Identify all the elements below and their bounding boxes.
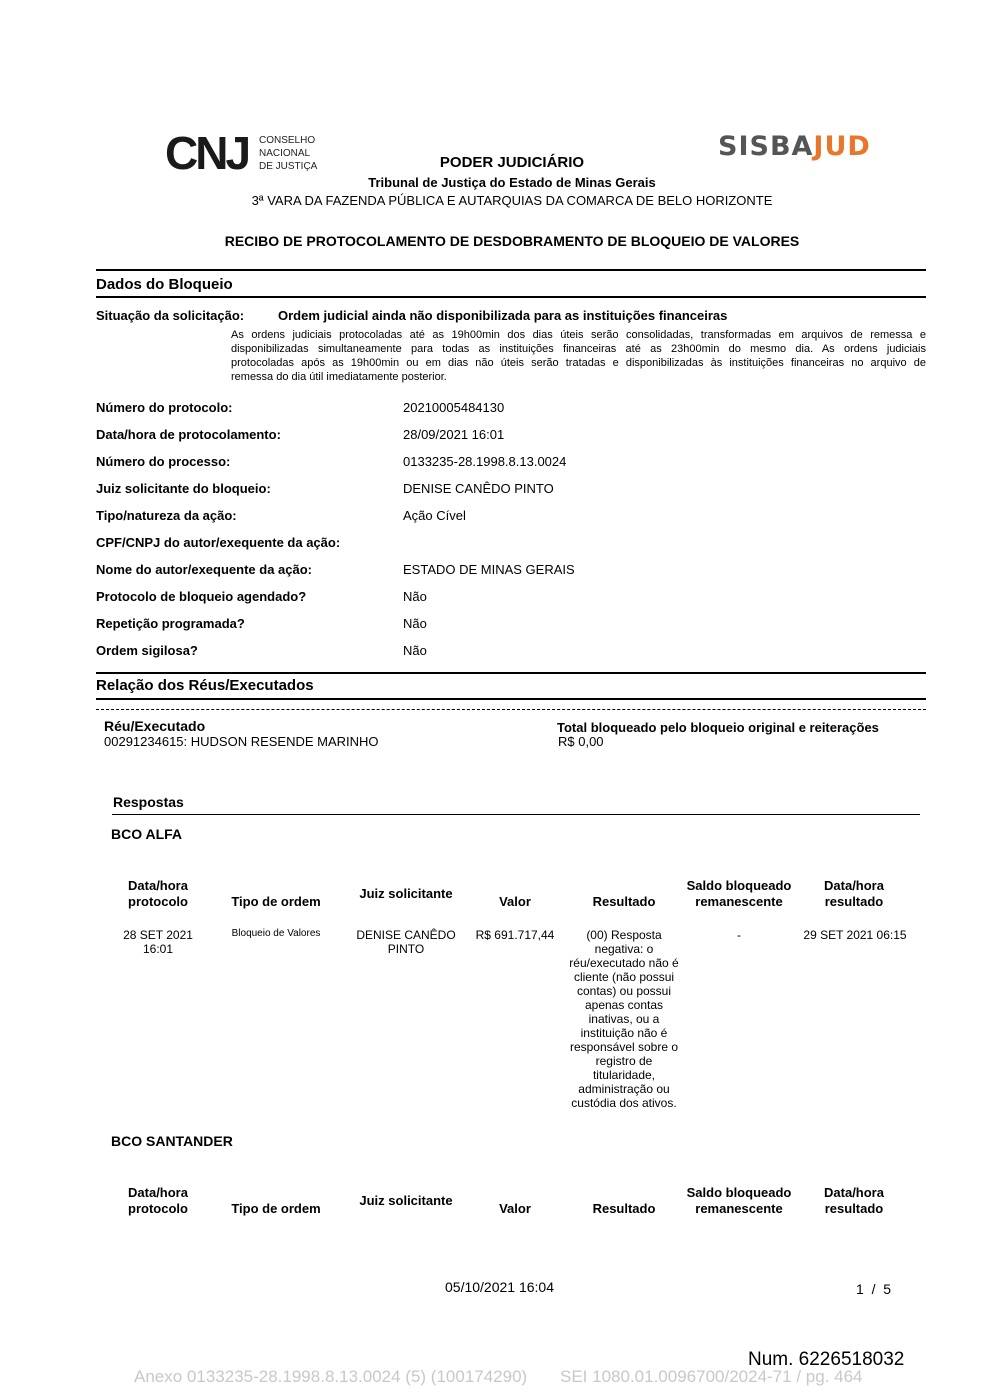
respostas-title: Respostas: [113, 794, 184, 810]
field-value: 20210005484130: [403, 400, 505, 415]
document-number: Num. 6226518032: [748, 1349, 905, 1370]
section-title-dados: Dados do Bloqueio: [96, 276, 233, 293]
cell-data-protocolo: [104, 928, 212, 956]
cell-line: contas) ou possui: [576, 984, 672, 998]
header-poder: PODER JUDICIÁRIO: [439, 154, 585, 171]
note-line: disponibilizadas simultaneamente para todas as instituições financeiras até as 23h00min do mesmo dia. As ordens judiciais: [231, 343, 926, 355]
col-header-resultado: Resultado: [592, 894, 656, 909]
col-header-line: remanescente: [695, 894, 783, 909]
section-rule: [96, 672, 926, 674]
col-header-saldo: [678, 878, 800, 910]
field-value: 0133235-28.1998.8.13.0024: [403, 454, 567, 469]
total-value: R$ 0,00: [558, 734, 604, 749]
cell-line: administração ou: [578, 1082, 670, 1096]
cell-data-resultado: 29 SET 2021 06:15: [803, 928, 907, 942]
cell-valor: R$ 691.717,44: [475, 928, 555, 942]
field-value: Não: [403, 643, 427, 658]
cnj-logo-line: DE JUSTIÇA: [259, 161, 318, 172]
col-header-line: remanescente: [695, 1201, 783, 1216]
header-tribunal: Tribunal de Justiça do Estado de Minas Gerais: [368, 175, 656, 190]
cell-line: cliente (não possui: [573, 970, 675, 984]
total-header: Total bloqueado pelo bloqueio original e reiterações: [557, 720, 879, 735]
col-header-tipo: Tipo de ordem: [231, 1201, 321, 1216]
col-header-juiz: Juiz solicitante: [359, 1193, 453, 1208]
field-label: Juiz solicitante do bloqueio:: [96, 481, 271, 496]
bank-name: BCO SANTANDER: [111, 1133, 233, 1149]
field-label: Número do protocolo:: [96, 400, 233, 415]
footer-datetime: 05/10/2021 16:04: [445, 1279, 554, 1295]
col-header-juiz: Juiz solicitante: [359, 886, 453, 901]
col-header-line: protocolo: [128, 894, 188, 909]
cnj-logo-mark: CNJ: [165, 127, 249, 179]
col-header-resultado: Resultado: [592, 1201, 656, 1216]
col-header-data-resultado: [800, 1185, 908, 1217]
note-line: remessa do dia útil imediatamente posterior.: [231, 371, 447, 383]
cnj-logo-line: CONSELHO: [259, 135, 316, 146]
field-label: Repetição programada?: [96, 616, 245, 631]
cell-line: titularidade,: [592, 1068, 656, 1082]
col-header-data-resultado: [800, 878, 908, 910]
cell-tipo: Bloqueio de Valores: [231, 928, 321, 939]
col-header-valor: Valor: [499, 1201, 531, 1216]
section-title-reus: Relação dos Réus/Executados: [96, 677, 314, 694]
cell-line: apenas contas: [584, 998, 664, 1012]
respostas-rule: [112, 814, 920, 815]
section-rule: [96, 296, 926, 298]
col-header-line: Saldo bloqueado: [686, 1185, 792, 1200]
cell-line: réu/executado não é: [569, 956, 679, 970]
cell-resultado: [564, 928, 684, 1110]
cell-line: DENISE CANÊDO: [356, 928, 456, 942]
page-number: 1 / 5: [856, 1281, 892, 1297]
section-rule: [96, 698, 926, 700]
field-value: DENISE CANÊDO PINTO: [403, 481, 554, 496]
cell-line: (00) Resposta: [586, 928, 662, 942]
field-label: Tipo/natureza da ação:: [96, 508, 237, 523]
col-header-line: protocolo: [128, 1201, 188, 1216]
situacao-label: Situação da solicitação:: [96, 308, 245, 323]
cell-juiz: [346, 928, 466, 956]
col-header-line: Data/hora: [128, 1185, 188, 1200]
cell-line: responsável sobre o: [569, 1040, 679, 1054]
document-title: RECIBO DE PROTOCOLAMENTO DE DESDOBRAMENTO DE BLOQUEIO DE VALORES: [224, 233, 800, 249]
cell-saldo: -: [737, 928, 741, 942]
situacao-value: Ordem judicial ainda não disponibilizada para as instituições financeiras: [278, 308, 728, 323]
header-vara: 3ª VARA DA FAZENDA PÚBLICA E AUTARQUIAS DA COMARCA DE BELO HORIZONTE: [251, 193, 773, 208]
field-value: Não: [403, 589, 427, 604]
cell-line: 16:01: [142, 942, 174, 956]
col-header-data-protocolo: [104, 878, 212, 910]
reu-value: 00291234615: HUDSON RESENDE MARINHO: [104, 734, 379, 749]
field-label: Data/hora de protocolamento:: [96, 427, 281, 442]
cell-line: registro de: [595, 1054, 653, 1068]
sisbajud-logo-part1: SISBA: [718, 131, 814, 162]
field-value: ESTADO DE MINAS GERAIS: [403, 562, 575, 577]
col-header-valor: Valor: [499, 894, 531, 909]
sisbajud-logo-part2: JUD: [813, 131, 871, 162]
situacao-note: [231, 328, 926, 384]
col-header-line: Data/hora: [128, 878, 188, 893]
col-header-saldo: [678, 1185, 800, 1217]
col-header-line: resultado: [824, 894, 884, 909]
field-value: Ação Cível: [403, 508, 466, 523]
cnj-logo-line: NACIONAL: [259, 148, 311, 159]
col-header-line: Data/hora: [824, 1185, 884, 1200]
cell-line: PINTO: [387, 942, 425, 956]
field-label: Ordem sigilosa?: [96, 643, 198, 658]
col-header-line: resultado: [824, 1201, 884, 1216]
col-header-line: Saldo bloqueado: [686, 878, 792, 893]
cell-line: negativa: o: [594, 942, 654, 956]
bank-name: BCO ALFA: [111, 826, 183, 842]
col-header-line: Data/hora: [824, 878, 884, 893]
cell-line: 28 SET 2021: [123, 928, 193, 942]
field-value: Não: [403, 616, 427, 631]
note-line: protocoladas após as 19h00min ou em dias não úteis serão tratadas e disponibilizadas às instituições financeiras no arquivo de: [231, 357, 926, 369]
cell-line: inativas, ou a: [588, 1012, 660, 1026]
annex-reference: Anexo 0133235-28.1998.8.13.0024 (5) (100174290): [134, 1367, 528, 1386]
sei-reference: SEI 1080.01.0096700/2024-71 / pg. 464: [560, 1367, 863, 1386]
col-header-tipo: Tipo de ordem: [231, 894, 321, 909]
field-label: Nome do autor/exequente da ação:: [96, 562, 312, 577]
note-line: As ordens judiciais protocoladas até as 19h00min dos dias úteis serão consolidadas, transformadas em arquivos de remessa e: [231, 329, 926, 341]
field-label: Protocolo de bloqueio agendado?: [96, 589, 307, 604]
field-label: CPF/CNPJ do autor/exequente da ação:: [96, 535, 341, 550]
field-label: Número do processo:: [96, 454, 231, 469]
cell-line: instituição não é: [580, 1026, 668, 1040]
section-rule: [96, 269, 926, 271]
reu-header: Réu/Executado: [104, 718, 206, 734]
dashed-divider: [96, 709, 926, 710]
field-value: 28/09/2021 16:01: [403, 427, 505, 442]
col-header-data-protocolo: [104, 1185, 212, 1217]
cell-line: custódia dos ativos.: [571, 1096, 677, 1110]
